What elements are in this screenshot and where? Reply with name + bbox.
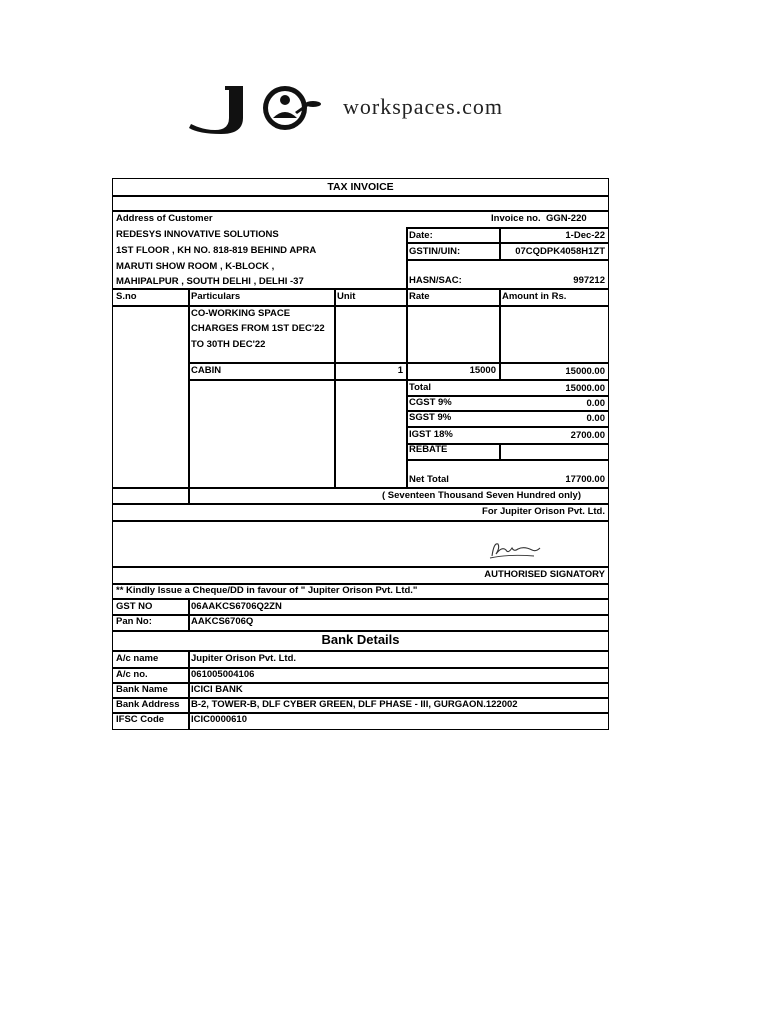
bank-row-label: Bank Name [116,684,168,695]
signature [484,536,544,564]
item-particulars: CABIN [191,365,222,376]
amount-in-words: ( Seventeen Thousand Seven Hundred only) [382,490,582,501]
gst-label: GST NO [116,601,153,612]
bank-row-label: A/c name [116,653,159,664]
authorised-signatory: AUTHORISED SIGNATORY [484,569,605,580]
invoice-title: TAX INVOICE [327,181,394,193]
date-label: Date: [409,230,433,241]
hasn-label: HASN/SAC: [409,275,462,286]
net-total-label: Net Total [409,474,449,485]
igst-label: IGST 18% [409,429,453,440]
invoice-date: 1-Dec-22 [565,230,605,241]
bank-row-label: Bank Address [116,699,180,710]
bank-row-value: ICIC0000610 [191,714,247,725]
description-line: TO 30TH DEC'22 [191,339,266,350]
signature-icon [484,536,544,564]
bank-row-value: 061005004106 [191,669,255,680]
total-value: 15000.00 [565,383,605,394]
customer-line: MARUTI SHOW ROOM , K-BLOCK , [116,261,275,272]
for-company: For Jupiter Orison Pvt. Ltd. [482,506,605,517]
customer-line: MAHIPALPUR , SOUTH DELHI , DELHI -37 [116,276,304,287]
bank-row-label: A/c no. [116,669,148,680]
col-header-particulars: Particulars [191,291,241,302]
pan-number: AAKCS6706Q [191,616,254,627]
bank-row-value: ICICI BANK [191,684,243,695]
gstin-label: GSTIN/UIN: [409,246,461,257]
col-header-sno: S.no [116,291,137,302]
item-unit: 1 [397,365,403,376]
col-header-rate: Rate [409,291,430,302]
cheque-note: ** Kindly Issue a Cheque/DD in favour of " Jupiter Orison Pvt. Ltd." [116,585,418,596]
customer-line: 1ST FLOOR , KH NO. 818-819 BEHIND APRA [116,245,317,256]
invoice-number-label: Invoice no. [491,213,541,224]
cgst-value: 0.00 [586,398,605,409]
address-label: Address of Customer [116,213,213,224]
cgst-label: CGST 9% [409,397,452,408]
net-total-value: 17700.00 [565,474,605,485]
gst-number: 06AAKCS6706Q2ZN [191,601,282,612]
item-amount: 15000.00 [565,366,605,377]
col-header-unit: Unit [337,291,356,302]
rebate-label: REBATE [409,444,448,455]
logo-mark-icon [185,82,345,138]
item-rate: 15000 [469,365,496,376]
bank-row-value: Jupiter Orison Pvt. Ltd. [191,653,297,664]
hasn-value: 997212 [573,275,605,286]
logo-wordmark: workspaces.com [343,94,504,119]
total-label: Total [409,382,431,393]
bank-details-title: Bank Details [321,632,400,647]
gstin-value: 07CQDPK4058H1ZT [515,246,605,257]
customer-line: REDESYS INNOVATIVE SOLUTIONS [116,229,279,240]
pan-label: Pan No: [116,616,152,627]
invoice-number: GGN-220 [546,213,587,224]
col-header-amount: Amount in Rs. [502,291,567,302]
bank-row-label: IFSC Code [116,714,165,725]
sgst-value: 0.00 [586,413,605,424]
description-line: CHARGES FROM 1ST DEC'22 [191,323,325,334]
sgst-label: SGST 9% [409,412,452,423]
company-logo [185,82,575,138]
bank-row-value: B-2, TOWER-B, DLF CYBER GREEN, DLF PHASE - III, GURGAON.122002 [191,699,518,710]
description-line: CO-WORKING SPACE [191,308,291,319]
igst-value: 2700.00 [570,430,605,441]
